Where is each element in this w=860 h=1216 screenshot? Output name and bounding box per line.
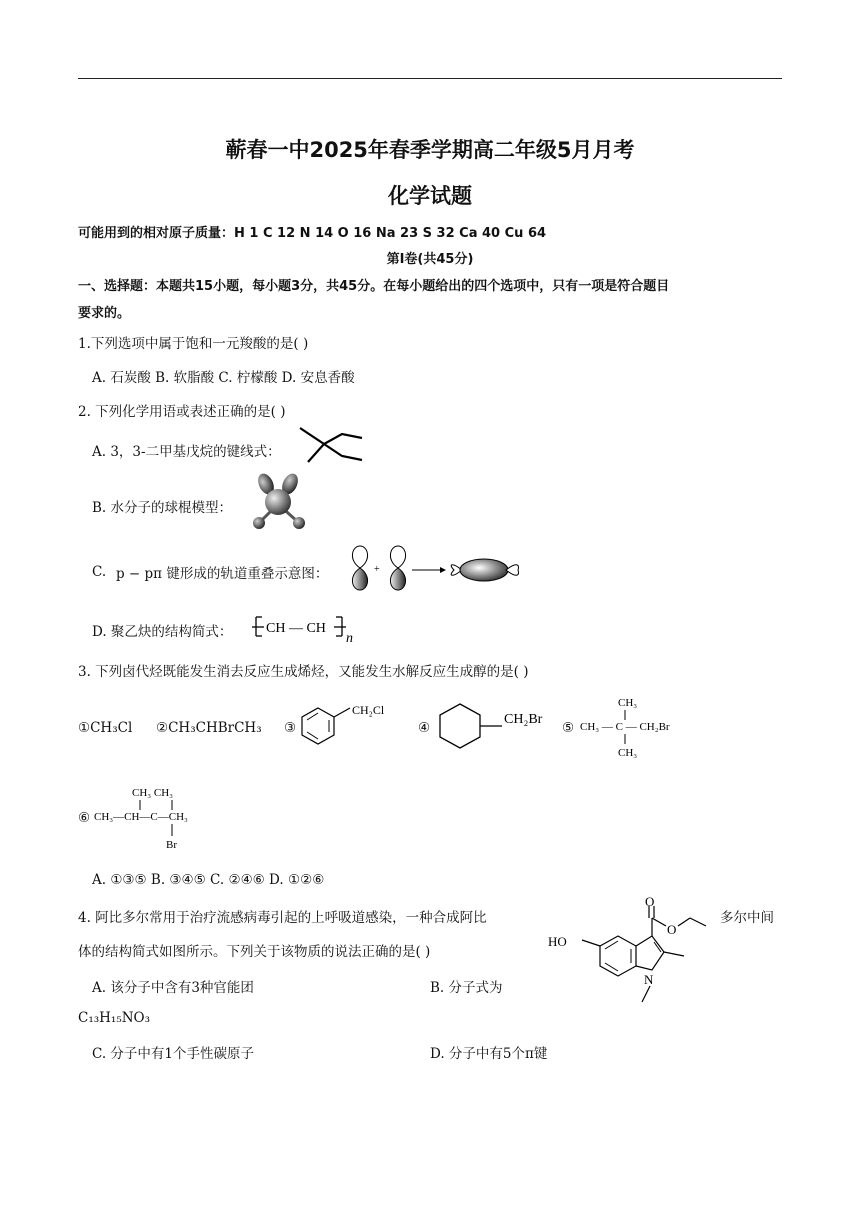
arbidol-ester-oxygen: O	[667, 922, 677, 937]
q4-option-d: D. 分子中有5个π键	[430, 1046, 548, 1062]
arbidol-ho-label: HO	[548, 934, 567, 949]
cyclohexylmethyl-bromide-group: CH₂Br	[504, 712, 543, 727]
cyclohexylmethyl-bromide-structure	[436, 700, 556, 756]
neopentyl-bromide-structure	[578, 694, 688, 762]
neopentyl-top-methyl: CH₃	[618, 697, 638, 709]
section-instructions-2: 要求的。	[78, 306, 131, 321]
benzyl-chloride-structure	[298, 700, 408, 752]
neopentyl-bottom-methyl: CH₃	[618, 747, 638, 759]
volume-heading: 第Ⅰ卷(共45分)	[386, 252, 474, 267]
svg-text:+: +	[374, 564, 380, 575]
compound6-main-chain: CH₃—CH—C—CH₃	[94, 811, 188, 823]
q2-option-b: B. 水分子的球棍模型：	[92, 500, 233, 516]
q3-compound-6-number: ⑥	[78, 810, 91, 826]
q3-compound-5-number: ⑤	[562, 720, 575, 736]
q3-compound-1: ①CH₃Cl	[78, 720, 133, 736]
dimethylpentane-skeletal-figure	[296, 424, 366, 466]
atomic-masses: 可能用到的相对原子质量：H 1 C 12 N 14 O 16 Na 23 S 32 Ca 40 Cu 64	[78, 226, 547, 241]
polyacetylene-formula-text: CH — CH	[266, 621, 326, 636]
q2-option-c-text: p − pπ 键形成的轨道重叠示意图：	[116, 566, 329, 582]
compound6-top-methyls: CH₃ CH₃	[132, 787, 173, 799]
exam-subtitle: 化学试题	[388, 184, 472, 208]
q4-option-c: C. 分子中有1个手性碳原子	[92, 1046, 255, 1062]
q2-option-a: A. 3，3-二甲基戊烷的键线式：	[92, 444, 281, 460]
p-p-pi-orbital-overlap-figure	[340, 544, 530, 594]
q4-stem-line1b: 多尔中间	[720, 910, 774, 926]
section-instructions-1: 一、选择题：本题共15小题，每小题3分，共45分。在每小题给出的四个选项中，只有一项是符合题目	[78, 279, 670, 294]
q4-option-a: A. 该分子中含有3种官能团	[92, 980, 254, 996]
q4-formula: C₁₃H₁₅NO₃	[78, 1010, 151, 1026]
benzyl-chloride-group: CH₂Cl	[352, 703, 385, 717]
arbidol-carbonyl-oxygen: O	[645, 896, 655, 909]
q3-options: A. ①③⑤ B. ③④⑤ C. ②④⑥ D. ①②⑥	[92, 872, 325, 888]
arbidol-intermediate-structure	[544, 896, 714, 1008]
polyacetylene-formula	[250, 612, 360, 644]
q1-options: A. 石炭酸 B. 软脂酸 C. 柠檬酸 D. 安息香酸	[92, 370, 355, 386]
q2-option-d: D. 聚乙炔的结构简式：	[92, 624, 233, 640]
exam-title: 蕲春一中2025年春季学期高二年级5月月考	[225, 138, 635, 162]
q4-option-b: B. 分子式为	[430, 980, 503, 996]
q2-option-c-label: C.	[92, 564, 107, 580]
q4-stem-line2: 体的结构简式如图所示。下列关于该物质的说法正确的是( )	[78, 944, 431, 960]
q3-compound-3-number: ③	[284, 720, 297, 736]
arbidol-nitrogen: N	[644, 972, 654, 987]
q2-stem: 2. 下列化学用语或表述正确的是( )	[78, 404, 286, 420]
q3-compound-2: ②CH₃CHBrCH₃	[156, 720, 262, 736]
q3-compound-4-number: ④	[418, 720, 431, 736]
polyacetylene-n: n	[346, 631, 353, 644]
q1-stem: 1.下列选项中属于饱和一元羧酸的是( )	[78, 336, 309, 352]
q3-stem: 3. 下列卤代烃既能发生消去反应生成烯烃，又能发生水解反应生成醇的是( )	[78, 664, 529, 680]
water-ball-stick-figure	[246, 470, 310, 534]
neopentyl-main-chain: CH₃ — C — CH₂Br	[580, 721, 670, 733]
compound6-bromine: Br	[166, 839, 177, 851]
header-rule	[78, 78, 782, 79]
dimethyl-bromobutane-structure	[92, 784, 232, 856]
q4-stem-line1a: 4. 阿比多尔常用于治疗流感病毒引起的上呼吸道感染，一种合成阿比	[78, 910, 487, 926]
